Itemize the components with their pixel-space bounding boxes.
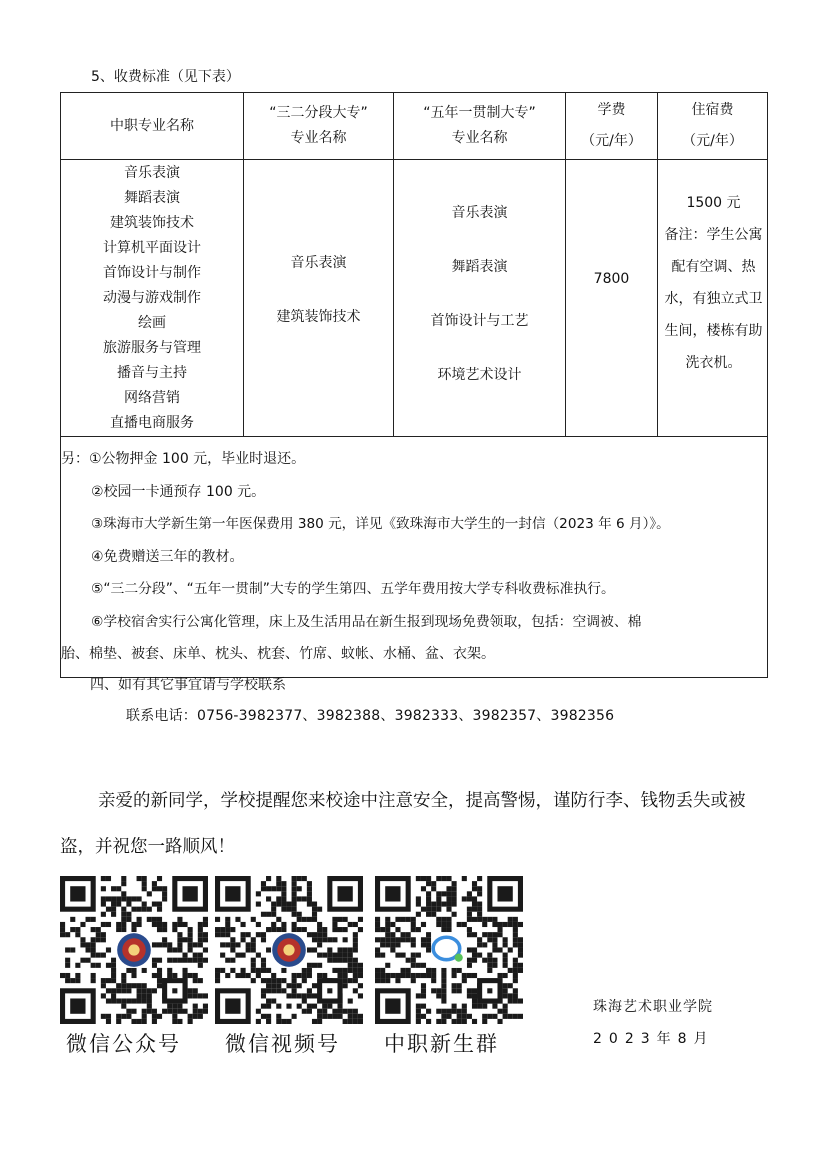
issue-date: 2023年8月: [593, 1031, 715, 1047]
fee-table-header-row: [61, 93, 768, 160]
contact-title: 四、如有其它事宜请与学校联系: [90, 677, 286, 693]
list-item: 音乐表演: [124, 164, 180, 181]
qr-label-wechat-official: 微信公众号: [66, 1032, 181, 1056]
fee-notes-row: [61, 437, 768, 678]
header-dorm-fee: 住宿费 （元/年）: [658, 93, 768, 160]
qr-code-freshman-group[interactable]: [375, 876, 523, 1024]
list-item: 音乐表演: [451, 205, 508, 221]
contact-phone: 联系电话：0756-3982377、3982388、3982333、3982357、3982356: [126, 708, 615, 724]
farewell-message: 亲爱的新同学，学校提醒您来校途中注意安全，提高警惕，谨防行李、钱物丢失或被盗，并祝您一路顺风！: [60, 791, 746, 857]
fee-table: [60, 92, 768, 678]
list-item: 建筑装饰技术: [276, 309, 361, 325]
three-two-majors-cell: [244, 160, 394, 437]
list-item: 建筑装饰技术: [110, 214, 194, 231]
list-item: 音乐表演: [290, 255, 347, 271]
list-item: 动漫与游戏制作: [103, 289, 201, 306]
qr-label-freshman-group: 中职新生群: [384, 1032, 499, 1056]
list-item: 首饰设计与工艺: [430, 313, 529, 329]
note-free-textbooks: ④免费赠送三年的教材。: [91, 548, 244, 565]
dorm-note: 备注：学生公寓配有空调、热水，有独立式卫生间，楼栋有助洗衣机。: [664, 227, 763, 371]
five-year-majors-cell: [394, 160, 566, 437]
fee-table-body-row: [61, 160, 768, 437]
list-item: 绘画: [138, 314, 166, 331]
dorm-fee-value: 1500 元: [686, 195, 741, 211]
list-item: 舞蹈表演: [451, 259, 508, 275]
dorm-fee-cell: [658, 160, 768, 437]
note-dormitory-items: ⑥学校宿舍实行公寓化管理，床上及生活用品在新生报到现场免费领取，包括：空调被、棉: [91, 613, 642, 630]
note-dormitory-items-cont: 胎、棉垫、被套、床单、枕头、枕套、竹席、蚊帐、水桶、盆、衣架。: [61, 646, 495, 662]
secondary-majors-cell: [61, 160, 244, 437]
list-item: 直播电商服务: [110, 414, 194, 431]
school-name: 珠海艺术职业学院: [593, 999, 713, 1015]
header-secondary-major: 中职专业名称: [61, 93, 244, 160]
list-item: 旅游服务与管理: [103, 339, 201, 356]
qr-code-wechat-channels[interactable]: [215, 876, 363, 1024]
qr-code-wechat-official[interactable]: [60, 876, 208, 1024]
note-deposit: 另：①公物押金 100 元，毕业时退还。: [61, 451, 306, 467]
note-later-fees: ⑤“三二分段”、“五年一贯制”大专的学生第四、五学年费用按大学专科收费标准执行。: [91, 581, 615, 597]
list-item: 首饰设计与制作: [103, 264, 201, 281]
header-tuition: 学费 （元/年）: [566, 93, 658, 160]
header-five-year: “五年一贯制大专” 专业名称: [394, 93, 566, 160]
list-item: 计算机平面设计: [103, 239, 201, 256]
note-campus-card: ②校园一卡通预存 100 元。: [91, 483, 266, 500]
section-title: 5、收费标准（见下表）: [91, 69, 240, 85]
list-item: 网络营销: [124, 389, 180, 406]
tuition-cell: [566, 160, 658, 437]
fee-notes-cell: [61, 437, 768, 678]
header-three-two: “三二分段大专” 专业名称: [244, 93, 394, 160]
tuition-value: 7800: [593, 271, 630, 287]
list-item: 舞蹈表演: [124, 189, 180, 206]
note-medical-insurance: ③珠海市大学新生第一年医保费用 380 元，详见《致珠海市大学生的一封信（2023 年 6 月）》。: [91, 516, 670, 532]
list-item: 环境艺术设计: [437, 367, 522, 383]
qr-label-wechat-channels: 微信视频号: [225, 1032, 340, 1056]
list-item: 播音与主持: [117, 364, 187, 381]
